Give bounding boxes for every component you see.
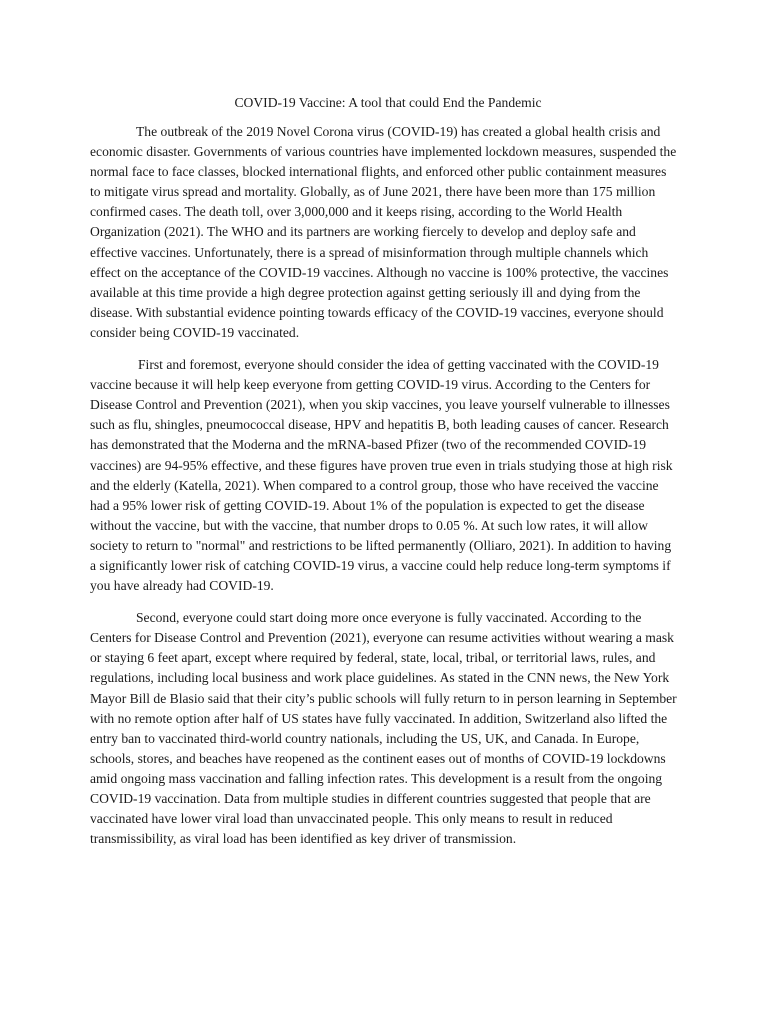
paragraph-first-point: First and foremost, everyone should consider the idea of getting vaccinated with the COVID-19 vaccine because it will help keep everyone from getting COVID-19 virus. According to the Centers for Disease Control and Prevention (2021), when you skip vaccines, you leave yourself vulnerable to illnesses such as flu, shingles, pneumococcal disease, HPV and hepatitis B, both leading causes of cancer. Research has demonstrated that the Moderna and the mRNA-based Pfizer (two of the recommended COVID-19 vaccines) are 94-95% effective, and these figures have proven true even in trials studying those at high risk and the elderly (Katella, 2021). When compared to a control group, those who have received the vaccine had a 95% lower risk of getting COVID-19. About 1% of the population is expected to get the disease without the vaccine, but with the vaccine, that number drops to 0.05 %. At such low rates, it will allow society to return to "normal" and restrictions to be lifted permanently (Olliaro, 2021). In addition to having a significantly lower risk of catching COVID-19 virus, a vaccine could help reduce long-term symptoms if you have already had COVID-19. [90,357,673,594]
document-title: COVID-19 Vaccine: A tool that could End the Pandemic [234,95,542,110]
document-page [90,94,680,861]
paragraph-introduction: The outbreak of the 2019 Novel Corona virus (COVID-19) has created a global health crisis and economic disaster. Governments of various countries have implemented lockdown measures, suspended the normal face to face classes, blocked international flights, and enforced other public containment measures to mitigate virus spread and mortality. Globally, as of June 2021, there have been more than 175 million confirmed cases. The death toll, over 3,000,000 and it keeps rising, according to the World Health Organization (2021). The WHO and its partners are working fiercely to develop and deploy safe and effective vaccines. Unfortunately, there is a spread of misinformation through multiple channels which effect on the acceptance of the COVID-19 vaccines. Although no vaccine is 100% protective, the vaccines available at this time provide a high degree protection against getting seriously ill and dying from the disease. With substantial evidence pointing towards efficacy of the COVID-19 vaccines, everyone should consider being COVID-19 vaccinated. [90,124,677,340]
paragraph-second-point: Second, everyone could start doing more once everyone is fully vaccinated. According to the Centers for Disease Control and Prevention (2021), everyone can resume activities without wearing a mask or staying 6 feet apart, except where required by federal, state, local, tribal, or territorial laws, rules, and regulations, including local business and work place guidelines. As stated in the CNN news, the New York Mayor Bill de Blasio said that their city’s public schools will fully return to in person learning in September with no remote option after half of US states have fully vaccinated. In addition, Switzerland also lifted the entry ban to vaccinated third-world country nationals, including the US, UK, and Canada. In Europe, schools, stores, and beaches have reopened as the continent eases out of months of COVID-19 lockdowns amid ongoing mass vaccination and falling infection rates. This development is a result from the ongoing COVID-19 vaccination. Data from multiple studies in different countries suggested that people that are vaccinated have lower viral load than unvaccinated people. This only means to result in reduced transmissibility, as viral load has been identified as key driver of transmission. [90,610,677,847]
